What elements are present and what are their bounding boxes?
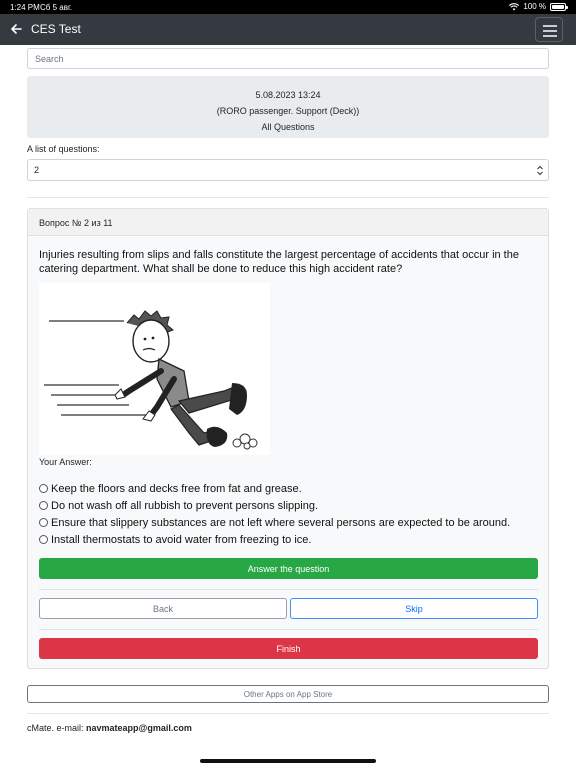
radio-button[interactable] [39, 535, 48, 544]
answer-option-text: Keep the floors and decks free from fat and grease. [51, 482, 302, 495]
hamburger-icon-line [543, 30, 557, 32]
status-right [509, 2, 566, 11]
question-card [27, 208, 549, 669]
answer-option-text: Ensure that slippery substances are not left where several persons are expected to be around. [51, 516, 511, 529]
other-apps-button[interactable]: Other Apps on App Store [27, 685, 549, 703]
your-answer-label: Your Answer: [39, 457, 92, 467]
question-select-value: 2 [34, 165, 40, 175]
finish-button[interactable]: Finish [39, 638, 538, 659]
skip-button[interactable]: Skip [290, 598, 538, 619]
slipping-man-illustration [39, 283, 270, 455]
divider [39, 589, 538, 590]
back-button[interactable]: Back [39, 598, 287, 619]
test-datetime: 5.08.2023 13:24 [255, 90, 321, 100]
radio-button[interactable] [39, 484, 48, 493]
hamburger-icon-line [543, 35, 557, 37]
answer-option-text: Install thermostats to avoid water from freezing to ice. [51, 533, 312, 546]
divider [27, 713, 549, 714]
status-bar [0, 0, 576, 14]
radio-button[interactable] [39, 518, 48, 527]
select-chevron-icon [536, 164, 544, 177]
search-input[interactable] [27, 48, 549, 69]
answer-question-button[interactable]: Answer the question [39, 558, 538, 579]
question-select[interactable] [27, 159, 549, 181]
answer-option[interactable] [39, 480, 510, 497]
contact-email[interactable]: navmateapp@gmail.com [86, 723, 192, 733]
question-text: Injuries resulting from slips and falls constitute the largest percentage of accidents that occur in the catering department. What shall be done to reduce this high accident rate? [39, 249, 519, 275]
app-title: CES Test [31, 22, 81, 36]
question-illustration [39, 283, 270, 455]
divider [27, 197, 549, 198]
battery-icon [550, 3, 566, 11]
footer [27, 723, 192, 733]
question-list-label: A list of questions: [27, 144, 100, 154]
answer-option-text: Do not wash off all rubbish to prevent persons slipping. [51, 499, 319, 512]
hamburger-icon-line [543, 25, 557, 27]
answer-option[interactable] [39, 497, 510, 514]
back-arrow-icon[interactable] [8, 21, 24, 37]
menu-toggle-button[interactable] [535, 17, 563, 42]
status-time: 1:24 PM [10, 3, 40, 12]
footer-prefix: cMate. e-mail: [27, 723, 84, 733]
home-indicator [200, 759, 376, 763]
status-date: Сб 5 авг. [40, 3, 73, 12]
radio-button[interactable] [39, 501, 48, 510]
test-category: (RORO passenger. Support (Deck)) [216, 106, 360, 116]
divider [39, 629, 538, 630]
battery-percent: 100 % [523, 2, 546, 11]
answer-option[interactable] [39, 531, 510, 548]
answer-options [39, 480, 510, 548]
answer-option[interactable] [39, 514, 510, 531]
test-info-box [27, 76, 549, 138]
question-number: Вопрос № 2 из 11 [28, 209, 548, 236]
navbar [0, 14, 576, 45]
wifi-icon [509, 3, 519, 11]
test-scope: All Questions [261, 122, 315, 132]
